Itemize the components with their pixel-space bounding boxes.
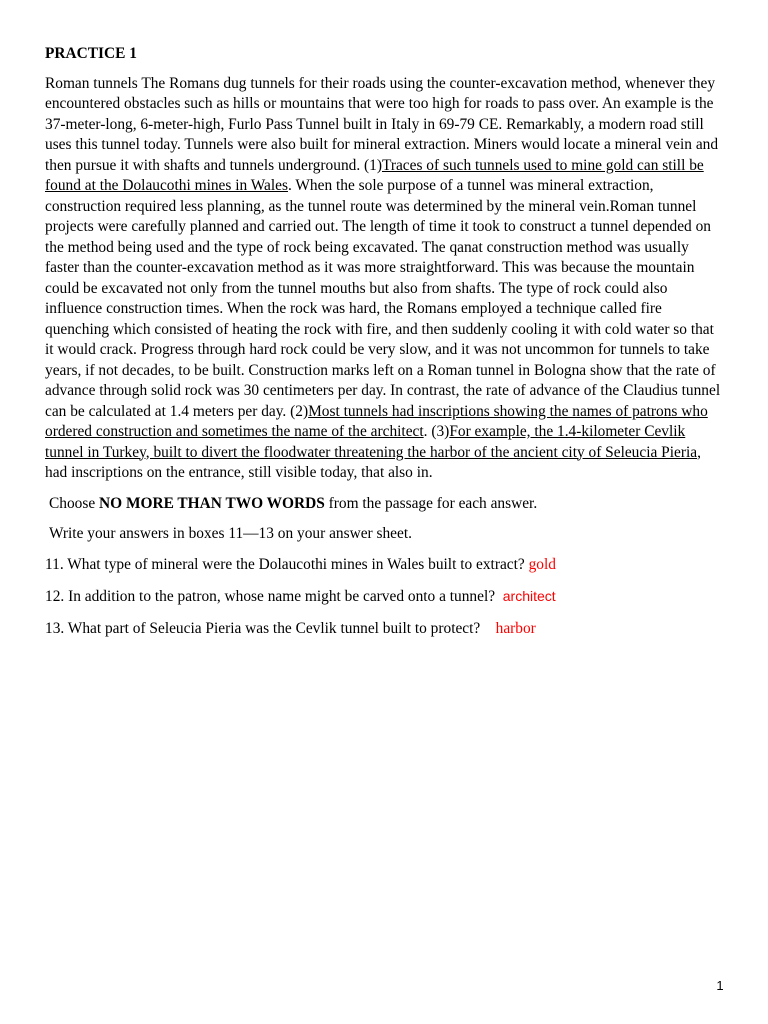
passage-text-4: , had inscriptions on the entrance, still visible today, that also in. xyxy=(45,443,701,481)
choose-instruction-pre: Choose xyxy=(49,494,100,512)
answer-text: gold xyxy=(528,555,556,573)
underlined-sentence-3: For example, the 1.4-kilometer Cevlik tunnel in Turkey, built to divert the floodwater threatening the harbor of the ancient city of Seleucia Pieria xyxy=(45,423,698,461)
page-number: 1 xyxy=(716,978,724,993)
passage-text-3: . (3) xyxy=(423,423,450,440)
reading-passage xyxy=(45,74,725,484)
underlined-sentence-1: Traces of such tunnels used to mine gold can still be found at the Dolaucothi mines in Wales xyxy=(45,156,704,194)
passage-text-2: . When the sole purpose of a tunnel was mineral extraction, construction required less planning, as the tunnel route was determined by the mineral vein.Roman tunnel projects were carefully planned and carried out. The length of time it took to construct a tunnel depended on the method being used and the type of rock being excavated. The qanat construction method was usually faster than the counter-excavation method as it was more straightforward. This was because the mountain could be excavated not only from the tunnel mouths but also from shafts. The type of rock could also influence construction times. When the rock was hard, the Romans employed a technique called fire quenching which consisted of heating the rock with fire, and then suddenly cooling it with cold water so that it would crack. Progress through hard rock could be very slow, and it was not uncommon for tunnels to take years, if not decades, to be built. Construction marks left on a Roman tunnel in Bologna show that the rate of advance through solid rock was 30 centimeters per day. In contrast, the rate of advance of the Claudius tunnel can be calculated at 1.4 meters per day. (2) xyxy=(45,177,721,420)
word-limit-emphasis: NO MORE THAN TWO WORDS xyxy=(99,494,325,512)
document-page xyxy=(45,44,725,639)
choose-instruction-post: from the passage for each answer. xyxy=(324,494,538,512)
passage-text-1: Roman tunnels The Romans dug tunnels for their roads using the counter-excavation method, whenever they encountered obstacles such as hills or mountains that were too high for roads to pass over. An example is the 37-meter-long, 6-meter-high, Furlo Pass Tunnel built in Italy in 69-79 CE. Remarkably, a modern road still uses this tunnel today. Tunnels were also built for mineral extraction. Miners would locate a mineral vein and then pursue it with shafts and tunnels underground. (1) xyxy=(45,74,719,174)
practice-heading: PRACTICE 1 xyxy=(45,45,137,62)
write-instruction: Write your answers in boxes 11—13 on your answer sheet. xyxy=(49,525,412,542)
underlined-sentence-2: Most tunnels had inscriptions showing the names of patrons who ordered construction and sometimes the name of the architect xyxy=(45,402,708,440)
question-11 xyxy=(45,555,725,576)
question-13 xyxy=(45,619,725,640)
choose-instruction xyxy=(49,494,725,515)
question-12 xyxy=(45,586,725,608)
answer-text: architect xyxy=(502,588,556,604)
question-text: 12. In addition to the patron, whose name might be carved onto a tunnel? xyxy=(45,588,503,605)
answer-text: harbor xyxy=(495,619,536,637)
question-text: 13. What part of Seleucia Pieria was the Cevlik tunnel built to protect? xyxy=(45,619,496,637)
question-text: 11. What type of mineral were the Dolaucothi mines in Wales built to extract? xyxy=(45,555,529,573)
